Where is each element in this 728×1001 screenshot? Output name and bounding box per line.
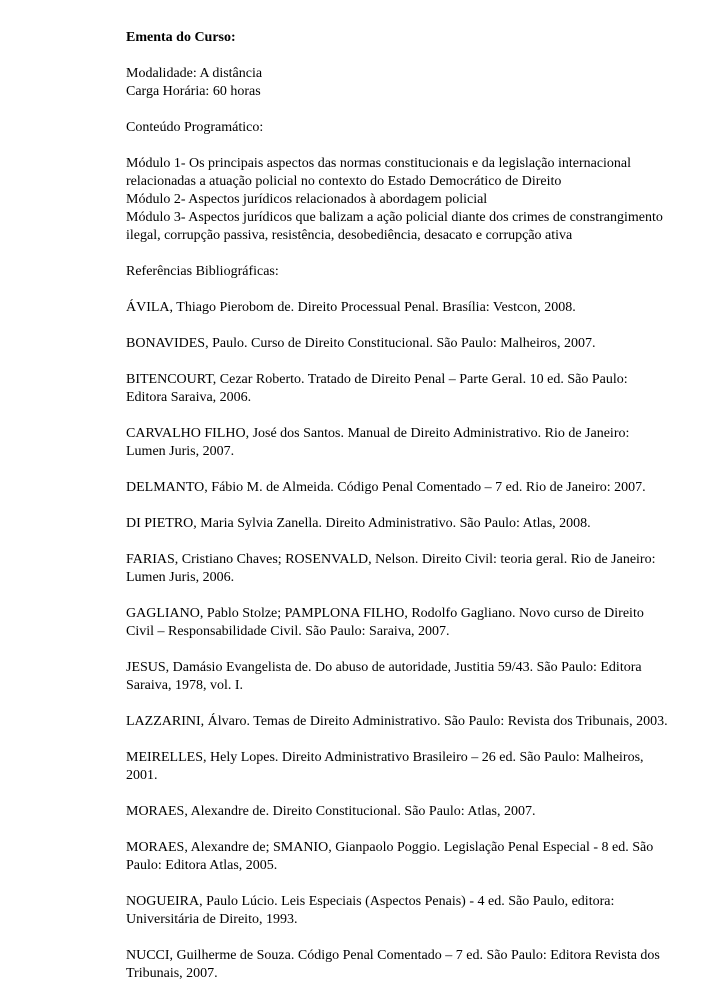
document-page <box>126 29 666 1001</box>
reference-line: GAGLIANO, Pablo Stolze; PAMPLONA FILHO, Rodolfo Gagliano. Novo curso de Direito <box>126 606 644 621</box>
reference-line: FARIAS, Cristiano Chaves; ROSENVALD, Nelson. Direito Civil: teoria geral. Rio de Janeiro: <box>126 552 656 567</box>
reference-line: BONAVIDES, Paulo. Curso de Direito Constitucional. São Paulo: Malheiros, 2007. <box>126 336 596 351</box>
reference-line: ÁVILA, Thiago Pierobom de. Direito Processual Penal. Brasília: Vestcon, 2008. <box>126 300 576 315</box>
module-3-line-1: Módulo 3- Aspectos jurídicos que balizam a ação policial diante dos crimes de constrangimento <box>126 210 663 225</box>
reference-line: Saraiva, 1978, vol. I. <box>126 678 244 693</box>
reference-line: 2001. <box>126 768 158 783</box>
reference-line: DI PIETRO, Maria Sylvia Zanella. Direito Administrativo. São Paulo: Atlas, 2008. <box>126 516 591 531</box>
spacer <box>126 137 666 155</box>
reference-line: Editora Saraiva, 2006. <box>126 390 252 405</box>
reference-line: Lumen Juris, 2007. <box>126 444 235 459</box>
reference-item <box>126 605 666 641</box>
reference-line: BITENCOURT, Cezar Roberto. Tratado de Direito Penal – Parte Geral. 10 ed. São Paulo: <box>126 372 628 387</box>
reference-item <box>126 425 666 461</box>
reference-line: MORAES, Alexandre de; SMANIO, Gianpaolo Poggio. Legislação Penal Especial - 8 ed. São <box>126 840 654 855</box>
module-2-line-1: Módulo 2- Aspectos jurídicos relacionados à abordagem policial <box>126 192 488 207</box>
reference-item <box>126 803 666 821</box>
reference-item <box>126 371 666 407</box>
course-title: Ementa do Curso: <box>126 30 236 45</box>
reference-line: DELMANTO, Fábio M. de Almeida. Código Penal Comentado – 7 ed. Rio de Janeiro: 2007. <box>126 480 646 495</box>
reference-line: CARVALHO FILHO, José dos Santos. Manual de Direito Administrativo. Rio de Janeiro: <box>126 426 630 441</box>
reference-line: MORAES, Alexandre de. Direito Constitucional. São Paulo: Atlas, 2007. <box>126 804 536 819</box>
spacer <box>126 281 666 299</box>
program-heading: Conteúdo Programático: <box>126 120 264 135</box>
reference-item <box>126 839 666 875</box>
reference-line: MEIRELLES, Hely Lopes. Direito Administrativo Brasileiro – 26 ed. São Paulo: Malheiros, <box>126 750 644 765</box>
course-modality: Modalidade: A distância <box>126 66 263 81</box>
spacer <box>126 101 666 119</box>
module-1-line-2: relacionadas a atuação policial no contexto do Estado Democrático de Direito <box>126 174 562 189</box>
references-heading: Referências Bibliográficas: <box>126 264 279 279</box>
reference-item <box>126 659 666 695</box>
reference-item <box>126 551 666 587</box>
spacer <box>126 245 666 263</box>
reference-item <box>126 515 666 533</box>
reference-item <box>126 713 666 731</box>
reference-line: Universitária de Direito, 1993. <box>126 912 298 927</box>
reference-item <box>126 299 666 317</box>
reference-line: NOGUEIRA, Paulo Lúcio. Leis Especiais (Aspectos Penais) - 4 ed. São Paulo, editora: <box>126 894 615 909</box>
reference-item <box>126 479 666 497</box>
reference-line: NUCCI, Guilherme de Souza. Código Penal Comentado – 7 ed. São Paulo: Editora Revista dos <box>126 948 660 963</box>
reference-line: Civil – Responsabilidade Civil. São Paulo: Saraiva, 2007. <box>126 624 450 639</box>
reference-line: JESUS, Damásio Evangelista de. Do abuso de autoridade, Justitia 59/43. São Paulo: Editora <box>126 660 642 675</box>
course-hours: Carga Horária: 60 horas <box>126 84 261 99</box>
reference-list <box>126 299 666 983</box>
reference-item <box>126 947 666 983</box>
reference-line: Paulo: Editora Atlas, 2005. <box>126 858 278 873</box>
reference-line: Tribunais, 2007. <box>126 966 218 981</box>
reference-item <box>126 335 666 353</box>
reference-line: Lumen Juris, 2006. <box>126 570 235 585</box>
reference-item <box>126 749 666 785</box>
module-1-line-1: Módulo 1- Os principais aspectos das normas constitucionais e da legislação internacional <box>126 156 632 171</box>
reference-item <box>126 893 666 929</box>
module-list <box>126 155 666 245</box>
reference-line: LAZZARINI, Álvaro. Temas de Direito Administrativo. São Paulo: Revista dos Tribunais, 2003. <box>126 714 668 729</box>
module-3-line-2: ilegal, corrupção passiva, resistência, desobediência, desacato e corrupção ativa <box>126 228 573 243</box>
